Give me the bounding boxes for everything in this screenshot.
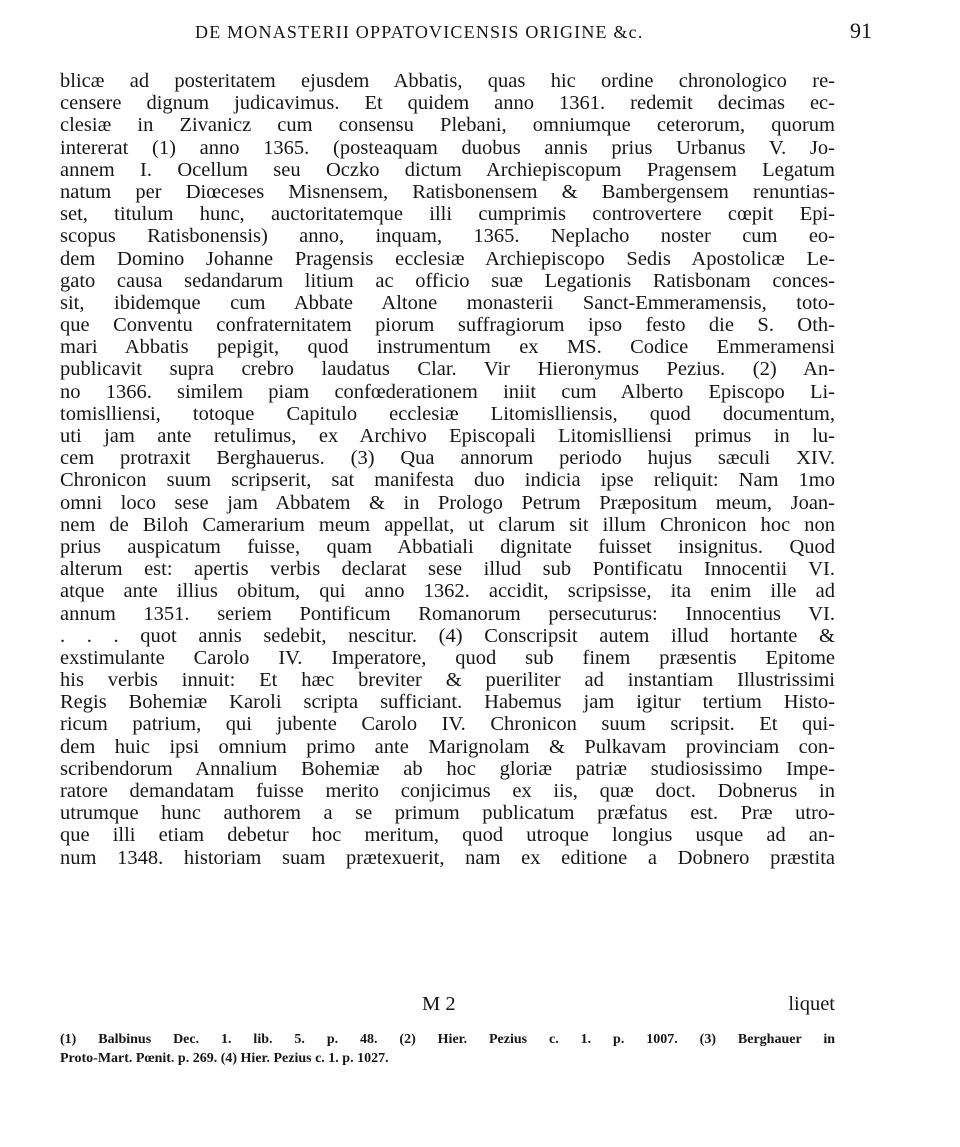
text-line: ricum patrium, qui jubente Carolo IV. Chronicon suum scripsit. Et qui-: [60, 713, 835, 736]
text-line: num 1348. historiam suam prætexuerit, nam ex editione a Dobnero præstita: [60, 846, 835, 869]
text-line: no 1366. similem piam confœderationem iniit cum Alberto Episcopo Li-: [60, 380, 835, 403]
body-text: [60, 70, 835, 980]
text-line: his verbis innuit: Et hæc breviter & pueriliter ad instantiam Illustrissimi: [60, 669, 835, 692]
text-line: [60, 891, 835, 913]
text-line: mari Abbatis pepigit, quod instrumentum ex MS. Codice Emmeramensi: [60, 336, 835, 359]
text-line: [60, 935, 835, 957]
text-line: alterum est: apertis verbis declarat sese illud sub Pontificatu Innocentii VI.: [60, 558, 835, 581]
text-line: Chronicon suum scripserit, sat manifesta duo indicia ipse reliquit: Nam 1mo: [60, 469, 835, 492]
text-line: dem Domino Johanne Pragensis ecclesiæ Archiepiscopo Sedis Apostolicæ Le-: [60, 247, 835, 270]
text-line: scribendorum Annalium Bohemiæ ab hoc gloriæ patriæ studiosissimo Impe-: [60, 757, 835, 780]
text-line: publicavit supra crebro laudatus Clar. Vir Hieronymus Pezius. (2) An-: [60, 358, 835, 381]
text-line: que Conventu confraternitatem piorum suffragiorum ipso festo die S. Oth-: [60, 314, 835, 337]
text-line: sit, ibidemque cum Abbate Altone monasterii Sanct-Emmeramensis, toto-: [60, 291, 835, 314]
text-line: cem protraxit Berghauerus. (3) Qua annorum periodo hujus sæculi XIV.: [60, 447, 835, 470]
footnotes: [60, 1030, 835, 1068]
page-foot-marks: [60, 993, 835, 1017]
text-line: ratore demandatam fuisse merito conjicimus ex iis, quæ doct. Dobnerus in: [60, 780, 835, 802]
text-line: exstimulante Carolo IV. Imperatore, quod sub finem præsentis Epitome: [60, 646, 835, 669]
footnote-line: Proto-Mart. Pœnit. p. 269. (4) Hier. Pezius c. 1. p. 1027.: [60, 1051, 389, 1066]
text-line: nem de Biloh Camerarium meum appellat, ut clarum sit illum Chronicon hoc non: [60, 513, 835, 536]
text-line: atque ante illius obitum, qui anno 1362. accidit, scripsisse, ita enim ille ad: [60, 580, 835, 603]
text-line: omni loco sese jam Abbatem & in Prologo Petrum Præpositum meum, Joan-: [60, 491, 835, 514]
text-line: utrumque hunc authorem a se primum publicatum præfatus est. Præ utro-: [60, 802, 835, 825]
running-title: DE MONASTERII OPPATOVICENSIS ORIGINE &c.: [195, 22, 644, 42]
text-line: annum 1351. seriem Pontificum Romanorum persecuturus: Innocentius VI.: [60, 602, 835, 625]
text-line: prius auspicatum fuisse, quam Abbatiali dignitate fuisset insignitus. Quod: [60, 535, 835, 558]
text-line: que illi etiam debetur hoc meritum, quod utroque longius usque ad an-: [60, 824, 835, 847]
text-line: scopus Ratisbonensis) anno, inquam, 1365. Neplacho noster cum eo-: [60, 225, 835, 248]
text-line: Regis Bohemiæ Karoli scripta sufficiant. Habemus jam igitur tertium Histo-: [60, 691, 835, 714]
text-line: [60, 958, 835, 980]
text-line: dem huic ipsi omnium primo ante Marignolam & Pulkavam provinciam con-: [60, 735, 835, 758]
signature-mark: M 2: [422, 993, 456, 1015]
text-line: intererat (1) anno 1365. (posteaquam duobus annis prius Urbanus V. Jo-: [60, 136, 835, 159]
text-line: tomislliensi, totoque Capitulo ecclesiæ Litomislliensis, quod documentum,: [60, 402, 835, 425]
text-line: censere dignum judicavimus. Et quidem anno 1361. redemit decimas ec-: [60, 92, 835, 115]
text-line: annem I. Ocellum seu Oczko dictum Archiepiscopum Pragensem Legatum: [60, 158, 835, 181]
text-line: [60, 913, 835, 935]
text-line: blicæ ad posteritatem ejusdem Abbatis, quas hic ordine chronologico re-: [60, 70, 835, 92]
text-line: [60, 869, 835, 891]
text-line: uti jam ante retulimus, ex Archivo Episcopali Litomislliensi primus in lu-: [60, 425, 835, 447]
text-line: set, titulum hunc, auctoritatemque illi cumprimis controvertere cœpit Epi-: [60, 203, 835, 226]
footnote-line: (1) Balbinus Dec. 1. lib. 5. p. 48. (2) Hier. Pezius c. 1. p. 1007. (3) Berghauer in: [60, 1032, 835, 1047]
text-line: . . . quot annis sedebit, nescitur. (4) Conscripsit autem illud hortante &: [60, 624, 835, 647]
catchword: liquet: [788, 993, 835, 1015]
text-line: natum per Diœceses Misnensem, Ratisbonensem & Bambergensem renuntias-: [60, 180, 835, 203]
page-number: 91: [850, 18, 872, 43]
text-line: gato causa sedandarum litium ac officio suæ Legationis Ratisbonam conces-: [60, 269, 835, 292]
text-line: clesiæ in Zivanicz cum consensu Plebani, omniumque ceterorum, quorum: [60, 114, 835, 137]
